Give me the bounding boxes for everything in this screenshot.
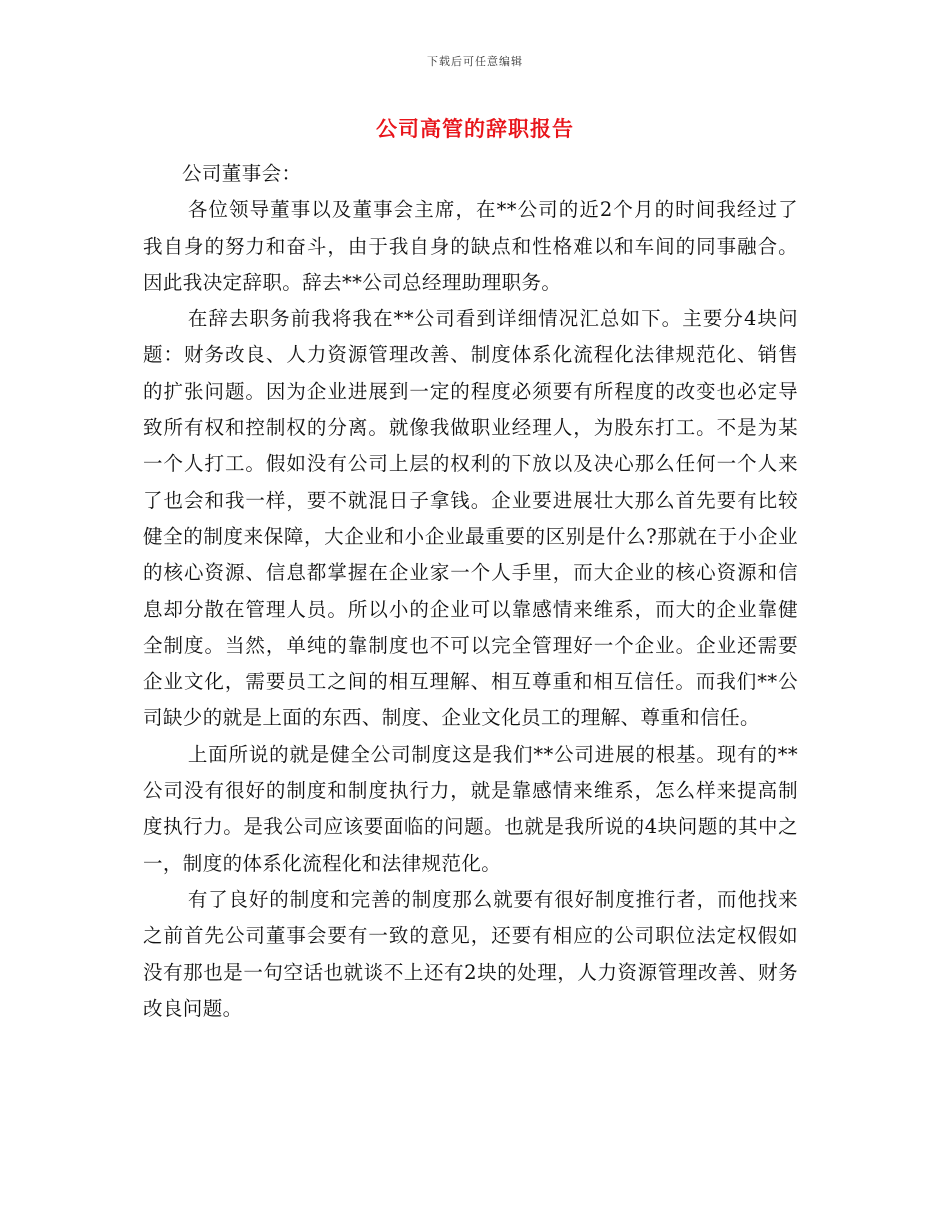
salutation: 公司董事会： bbox=[182, 162, 302, 185]
header-note: 下载后可任意编辑 bbox=[427, 55, 523, 68]
paragraph-1: 各位领导董事以及董事会主席，在**公司的近2个月的时间我经过了我自身的努力和奋斗，由于我自身的缺点和性格难以和车间的同事融合。因此我决定辞职。辞去**公司总经理助理职务。 bbox=[143, 198, 798, 294]
paragraph-2: 在辞去职务前我将我在**公司看到详细情况汇总如下。主要分4块问题：财务改良、人力资源管理改善、制度体系化流程化法律规范化、销售的扩张问题。因为企业进展到一定的程度必须要有所程度的改变也必定导致所有权和控制权的分离。就像我做职业经理人，为股东打工。不是为某一个人打工。假如没有公司上层的权利的下放以及决心那么任何一个人来了也会和我一样，要不就混日子拿钱。企业要进展壮大那么首先要有比较健全的制度来保障，大企业和小企业最重要的区别是什么?那就在于小企业的核心资源、信息都掌握在企业家一个人手里，而大企业的核心资源和信息却分散在管理人员。所以小的企业可以靠感情来维系，而大的企业靠健全制度。当然，单纯的靠制度也不可以完全管理好一个企业。企业还需要企业文化，需要员工之间的相互理解、相互尊重和相互信任。而我们**公司缺少的就是上面的东西、制度、企业文化员工的理解、尊重和信任。 bbox=[143, 307, 798, 730]
page-title: 公司高管的辞职报告 bbox=[376, 117, 574, 141]
document-body bbox=[143, 156, 798, 1027]
paragraph-3: 上面所说的就是健全公司制度这是我们**公司进展的根基。现有的**公司没有很好的制度和制度执行力，就是靠感情来维系，怎么样来提高制度执行力。是我公司应该要面临的问题。也就是我所说的4块问题的其中之一，制度的体系化流程化和法律规范化。 bbox=[143, 742, 798, 875]
paragraph-4: 有了良好的制度和完善的制度那么就要有很好制度推行者，而他找来之前首先公司董事会要有一致的意见，还要有相应的公司职位法定权假如没有那也是一句空话也就谈不上还有2块的处理，人力资源管理改善、财务改良问题。 bbox=[143, 887, 798, 1020]
